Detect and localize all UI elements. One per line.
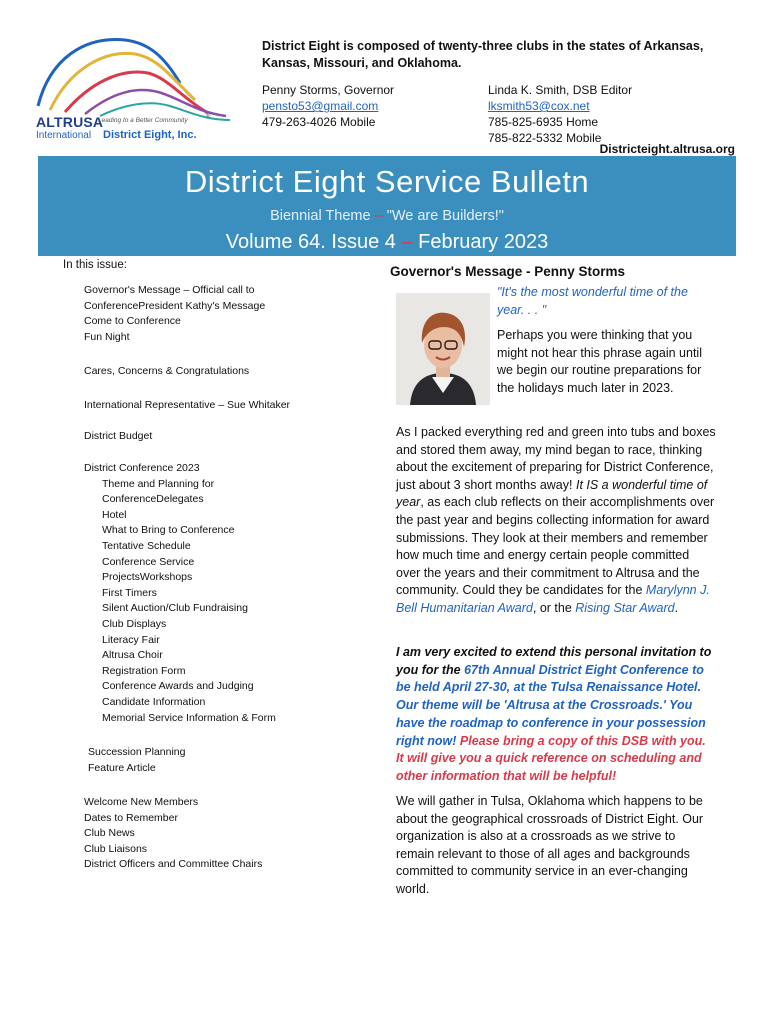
toc-group-2 (84, 364, 344, 380)
governor-contact (262, 82, 482, 130)
humanitarian-award-link: Marylynn J. Bell Humanitarian Award (396, 583, 710, 615)
theme-text: "We are Builders!" (386, 208, 504, 224)
toc-group-6 (88, 745, 348, 776)
p2-emphasis: It IS a wonderful time of year (396, 477, 708, 510)
toc-subitem: Conference Awards and Judging (102, 680, 254, 693)
toc-subitem: Silent Auction/Club Fundraising (102, 602, 248, 615)
article-quote: "It's the most wonderful time of the year. . . " (497, 285, 688, 317)
logo-swoosh-icon (30, 28, 235, 123)
p3-conference-details: 67th Annual District Eight Conference to be held April 27-30, at the Tulsa Renaissance Hotel. Our theme will be 'Altrusa at the Crossroads.' You have the roadmap to conference in your possession right now! (396, 662, 706, 748)
toc-item: Succession Planning (88, 746, 186, 758)
editor-name: Linda K. Smith, DSB Editor (488, 83, 633, 97)
portrait-icon (396, 293, 490, 405)
toc-item: Welcome New Members (84, 796, 199, 808)
article-paragraph-1: Perhaps you were thinking that you might not hear this phrase again until we begin our routine preparations for the holidays much later in 2023. (497, 328, 702, 395)
toc-group-7 (84, 795, 344, 873)
biennial-theme (38, 208, 736, 224)
toc-item: District Officers and Committee Chairs (84, 858, 263, 871)
toc-group-5 (84, 461, 344, 726)
toc-item: Governor's Message – Official call to (84, 284, 255, 296)
toc-subitem: Altrusa Choir (102, 649, 163, 662)
toc-subitem: Candidate Information (102, 695, 206, 708)
rising-star-award-link: Rising Star Award (575, 600, 675, 615)
toc-item: Cares, Concerns & Congratulations (84, 365, 250, 377)
p3-request: Please bring a copy of this DSB with you. It will give you a quick reference on scheduling and other information that will be helpful! (396, 733, 706, 783)
toc-group-3 (84, 398, 344, 414)
logo-registered: ® (206, 114, 211, 120)
p2-text: . (674, 600, 679, 615)
issue-date: February 2023 (418, 231, 549, 253)
editor-home-phone: 785-825-6935 Home (488, 115, 599, 129)
p2-text: As I packed everything red and green into tubs and boxes and stored them away, my mind began to race, thinking about the excitement of preparing for District Conference, just about 3 short months away! (396, 425, 716, 492)
logo-wordmark: ALTRUSA (36, 114, 104, 130)
article-paragraph-2 (396, 424, 716, 618)
toc-subitem: ConferenceDelegates (102, 493, 204, 506)
toc-item: Come to Conference (84, 315, 181, 328)
editor-contact (488, 82, 728, 146)
article-heading: Governor's Message - Penny Storms (390, 264, 626, 279)
toc-subitem: Tentative Schedule (102, 539, 191, 552)
toc-subitem: Conference Service (102, 555, 195, 568)
toc-item: Dates to Remember (84, 811, 178, 824)
toc-subitem: First Timers (102, 586, 157, 599)
governor-email-link[interactable]: pensto53@gmail.com (262, 99, 379, 113)
theme-dash: – (370, 208, 387, 224)
toc-item: District Conference 2023 (84, 462, 200, 474)
logo-international: International (36, 130, 92, 141)
theme-label: Biennial Theme (270, 208, 371, 224)
p2-text: , as each club reflects on their accomplishments over the past year and begins collecting information for award submissions. They look at their members and remember how much time and energy certain people committed over the years and their commitment to Altrusa and the community. Could they be candidates for the (396, 495, 715, 598)
p2-text: , or the (532, 600, 576, 615)
volume-issue (38, 228, 736, 256)
logo-tagline: Leading to a Better Community (98, 117, 188, 124)
toc-group-1 (84, 283, 344, 345)
district-intro: District Eight is composed of twenty-three clubs in the states of Arkansas, Kansas, Missouri, and Oklahoma. (262, 39, 704, 70)
toc-group-4 (84, 429, 344, 445)
p3-invite: I am very excited to extend this personal invitation to you for the (396, 645, 712, 677)
altrusa-logo (30, 28, 235, 153)
toc-item: International Representative – Sue Whitaker (84, 399, 291, 411)
editor-email-link[interactable]: lksmith53@cox.net (488, 99, 590, 113)
volume-dash: – (395, 231, 419, 253)
toc-subitem: What to Bring to Conference (102, 524, 235, 537)
toc-subitem: Theme and Planning for (102, 477, 215, 490)
toc-subitem: Hotel (102, 508, 127, 521)
governor-name: Penny Storms, Governor (262, 83, 395, 97)
toc-item: ConferencePresident Kathy's Message (84, 299, 266, 312)
website-link[interactable]: Districteight.altrusa.org (599, 142, 735, 156)
article-paragraph-3 (396, 644, 716, 786)
toc-subitem: Memorial Service Information & Form (102, 711, 276, 724)
toc-subitem: Literacy Fair (102, 633, 160, 646)
article-paragraph-4: We will gather in Tulsa, Oklahoma which happens to be about the geographical crossroads of District Eight. Our organization is also at a crossroads as we strive to remain relevant to those of all ages and backgrounds committed to community service in an ever-changing world. (396, 794, 704, 896)
toc-subitem: Registration Form (102, 664, 186, 677)
editor-mobile-phone: 785-822-5332 Mobile (488, 131, 602, 145)
toc-item: District Budget (84, 430, 153, 442)
toc-subitem: ProjectsWorkshops (102, 571, 193, 584)
toc-subitem: Club Displays (102, 617, 167, 630)
toc-item: Club News (84, 827, 135, 840)
toc-item: Club Liaisons (84, 842, 148, 855)
logo-district: District Eight, Inc. (103, 129, 197, 141)
governor-photo (396, 293, 490, 405)
governor-phone: 479-263-4026 Mobile (262, 115, 376, 129)
toc-item: Fun Night (84, 330, 130, 343)
volume-label: Volume 64. Issue 4 (225, 231, 396, 253)
bulletin-title: District Eight Service Bulletn (184, 164, 590, 199)
toc-heading: In this issue: (63, 259, 127, 271)
toc-item: Feature Article (88, 761, 156, 774)
